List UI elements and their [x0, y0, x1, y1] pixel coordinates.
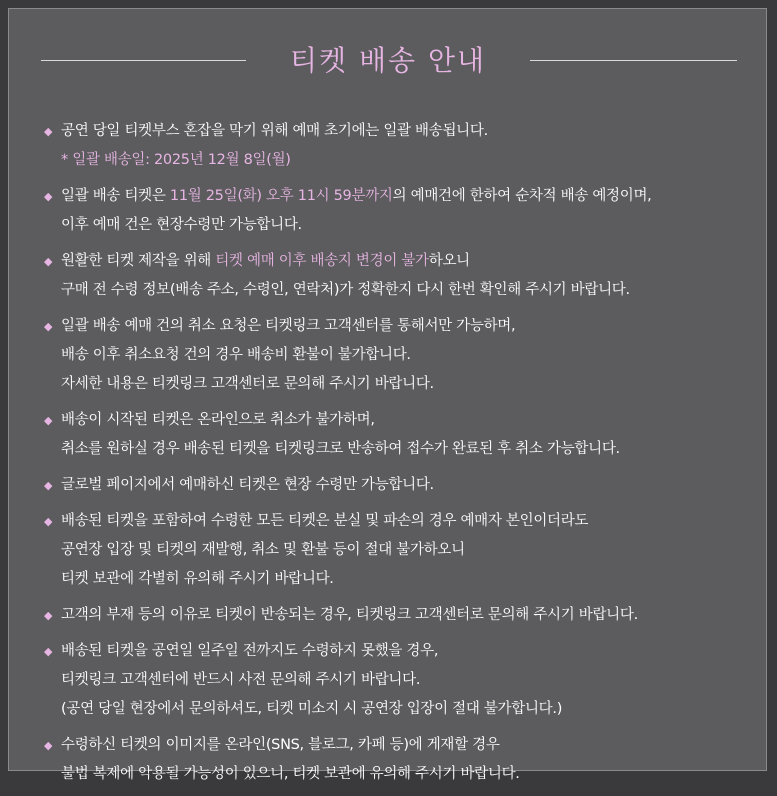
notice-text: 불법 복제에 악용될 가능성이 있으니, 티켓 보관에 유의해 주시기 바랍니다. [61, 766, 520, 782]
highlighted-text: * 일괄 배송일: 2025년 12월 8일(월) [61, 152, 291, 168]
diamond-bullet-icon: ◆ [44, 515, 53, 528]
notice-line [61, 276, 768, 305]
notice-line [61, 182, 768, 211]
diamond-bullet-icon: ◆ [44, 125, 53, 138]
notice-line [61, 507, 768, 536]
notice-text: 공연 당일 티켓부스 혼잡을 막기 위해 예매 초기에는 일괄 배송됩니다. [61, 123, 488, 139]
notice-item [9, 637, 768, 724]
notice-line [61, 435, 768, 464]
notice-item [9, 312, 768, 399]
notice-line [61, 247, 768, 276]
diamond-bullet-icon: ◆ [44, 414, 53, 427]
diamond-bullet-icon: ◆ [44, 739, 53, 752]
notice-text: 글로벌 페이지에서 예매하신 티켓은 현장 수령만 가능합니다. [61, 477, 434, 493]
notice-line [61, 760, 768, 789]
notice-line [61, 370, 768, 399]
notice-text: 원활한 티켓 제작을 위해 [61, 253, 216, 269]
highlighted-text: 티켓 예매 이후 배송지 변경이 불가 [215, 253, 429, 269]
diamond-bullet-icon: ◆ [44, 255, 53, 268]
notice-text: 하오니 [428, 253, 470, 269]
notice-line [61, 536, 768, 565]
notice-line [61, 695, 768, 724]
notice-text: 취소를 원하실 경우 배송된 티켓을 티켓링크로 반송하여 접수가 완료된 후 취소 가능합니다. [61, 441, 620, 457]
diamond-bullet-icon: ◆ [44, 609, 53, 622]
header-rule-right [530, 60, 737, 61]
notice-list [9, 117, 768, 796]
notice-text: 고객의 부재 등의 이유로 티켓이 반송되는 경우, 티켓링크 고객센터로 문의해 주시기 바랍니다. [61, 607, 638, 623]
notice-line [61, 666, 768, 695]
diamond-bullet-icon: ◆ [44, 479, 53, 492]
notice-line [61, 565, 768, 594]
notice-line [61, 211, 768, 240]
notice-text: 배송된 티켓을 공연일 일주일 전까지도 수령하지 못했을 경우, [61, 643, 439, 659]
notice-line [61, 471, 768, 500]
notice-line [61, 341, 768, 370]
notice-line [61, 146, 768, 175]
notice-line [61, 601, 768, 630]
ticket-delivery-notice [8, 8, 767, 782]
diamond-bullet-icon: ◆ [44, 190, 53, 203]
notice-item [9, 601, 768, 630]
highlighted-text: 11월 25일(화) 오후 11시 59분까지 [169, 188, 393, 204]
notice-line [61, 637, 768, 666]
notice-item [9, 247, 768, 305]
notice-line [61, 731, 768, 760]
notice-text: 티켓 보관에 각별히 유의해 주시기 바랍니다. [61, 571, 334, 587]
diamond-bullet-icon: ◆ [44, 645, 53, 658]
notice-line [61, 312, 768, 341]
diamond-bullet-icon: ◆ [44, 320, 53, 333]
notice-title: 티켓 배송 안내 [289, 44, 487, 77]
notice-item [9, 507, 768, 594]
notice-item [9, 406, 768, 464]
notice-text: 구매 전 수령 정보(배송 주소, 수령인, 연락처)가 정확한지 다시 한번 확인해 주시기 바랍니다. [61, 282, 630, 298]
notice-line [61, 117, 768, 146]
notice-text: 이후 예매 건은 현장수령만 가능합니다. [61, 217, 302, 233]
notice-item [9, 471, 768, 500]
notice-item [9, 182, 768, 240]
notice-text: 배송된 티켓을 포함하여 수령한 모든 티켓은 분실 및 파손의 경우 예매자 본인이더라도 [61, 513, 589, 529]
notice-text: 일괄 배송 티켓은 [61, 188, 170, 204]
notice-text: 배송이 시작된 티켓은 온라인으로 취소가 불가하며, [61, 412, 375, 428]
notice-header [9, 39, 768, 87]
notice-text: 공연장 입장 및 티켓의 재발행, 취소 및 환불 등이 절대 불가하오니 [61, 542, 465, 558]
notice-item [9, 117, 768, 175]
notice-line [61, 406, 768, 435]
header-rule-left [41, 60, 246, 61]
notice-text: 배송 이후 취소요청 건의 경우 배송비 환불이 불가합니다. [61, 347, 411, 363]
notice-text: 의 예매건에 한하여 순차적 배송 예정이며, [392, 188, 652, 204]
notice-text: 수령하신 티켓의 이미지를 온라인(SNS, 블로그, 카페 등)에 게재할 경우 [61, 737, 500, 753]
notice-text: 자세한 내용은 티켓링크 고객센터로 문의해 주시기 바랍니다. [61, 376, 434, 392]
notice-text: (공연 당일 현장에서 문의하셔도, 티켓 미소지 시 공연장 입장이 절대 불가합니다.) [61, 701, 563, 717]
notice-text: 일괄 배송 예매 건의 취소 요청은 티켓링크 고객센터를 통해서만 가능하며, [61, 318, 516, 334]
notice-item [9, 731, 768, 789]
notice-text: 티켓링크 고객센터에 반드시 사전 문의해 주시기 바랍니다. [61, 672, 421, 688]
